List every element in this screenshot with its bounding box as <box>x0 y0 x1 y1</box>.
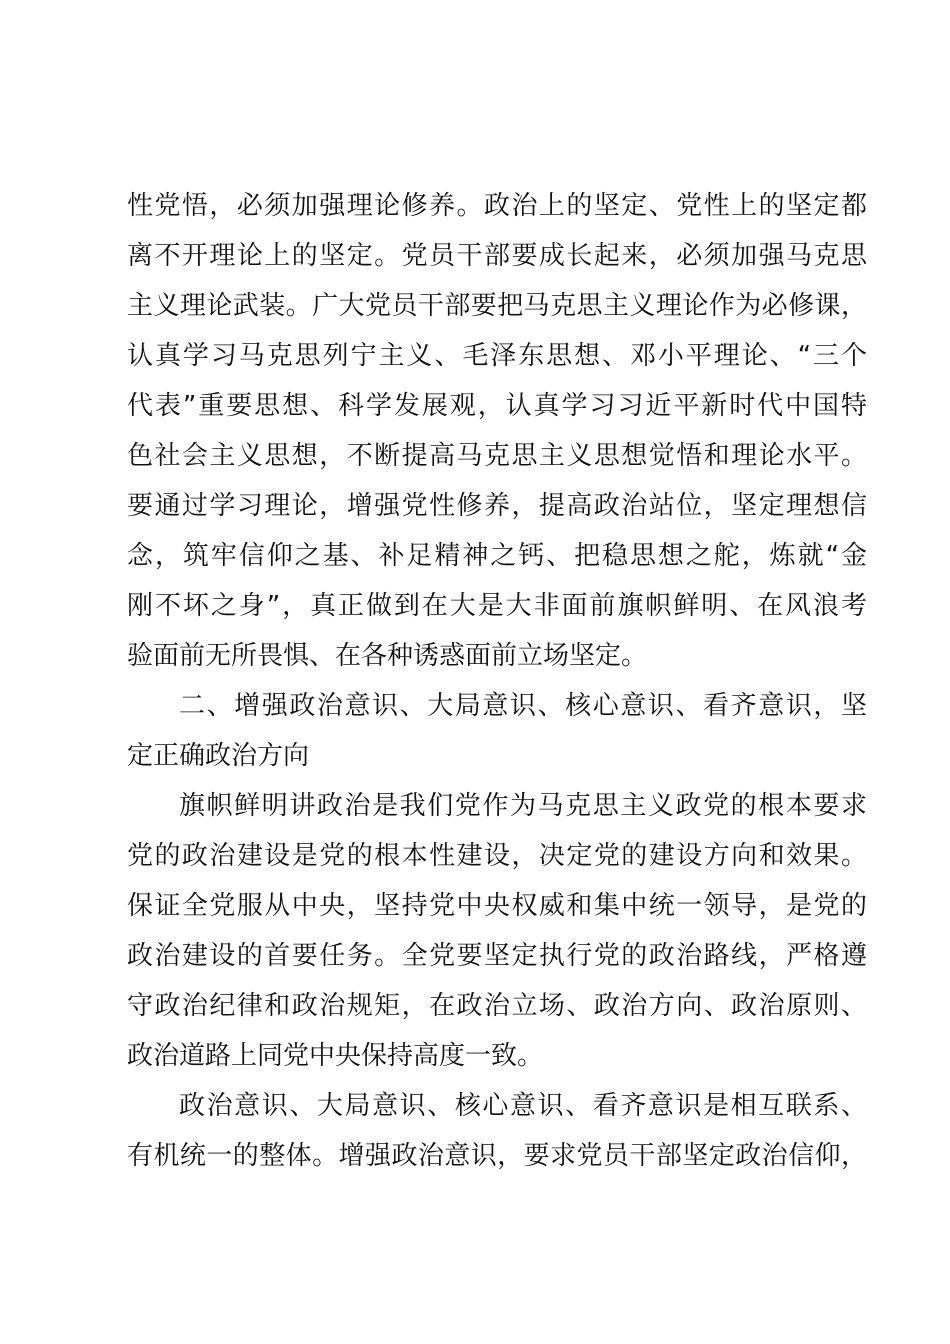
text-line: 性党悟，必须加强理论修养。政治上的坚定、党性上的坚定都 <box>127 191 867 221</box>
text-line: 要通过学习理论，增强党性修养，提高政治站位，坚定理想信 <box>127 491 867 521</box>
text-line: 旗帜鲜明讲政治是我们党作为马克思主义政党的根本要求 <box>179 791 867 821</box>
text-line: 代表”重要思想、科学发展观，认真学习习近平新时代中国特 <box>127 391 867 421</box>
text-line: 保证全党服从中央，坚持党中央权威和集中统一领导，是党的 <box>127 891 867 921</box>
text-line: 主义理论武装。广大党员干部要把马克思主义理论作为必修课， <box>127 291 867 321</box>
text-line: 有机统一的整体。增强政治意识，要求党员干部坚定政治信仰， <box>127 1141 867 1171</box>
text-line: 政治道路上同党中央保持高度一致。 <box>127 1041 544 1071</box>
section-heading-line: 定正确政治方向 <box>127 741 310 771</box>
text-line: 验面前无所畏惧、在各种诱惑面前立场坚定。 <box>127 641 648 671</box>
text-line: 政治建设的首要任务。全党要坚定执行党的政治路线，严格遵 <box>127 941 867 971</box>
text-line: 念，筑牢信仰之基、补足精神之钙、把稳思想之舵，炼就“金 <box>127 541 867 571</box>
text-line: 政治意识、大局意识、核心意识、看齐意识是相互联系、 <box>179 1091 867 1121</box>
section-heading-line: 二、增强政治意识、大局意识、核心意识、看齐意识，坚 <box>179 691 867 721</box>
text-line: 认真学习马克思列宁主义、毛泽东思想、邓小平理论、“三个 <box>127 341 867 371</box>
text-line: 离不开理论上的坚定。党员干部要成长起来，必须加强马克思 <box>127 241 867 271</box>
text-line: 党的政治建设是党的根本性建设，决定党的建设方向和效果。 <box>127 841 867 871</box>
text-line: 守政治纪律和政治规矩，在政治立场、政治方向、政治原则、 <box>127 991 867 1021</box>
text-line: 刚不坏之身”，真正做到在大是大非面前旗帜鲜明、在风浪考 <box>127 591 867 621</box>
text-line: 色社会主义思想，不断提高马克思主义思想觉悟和理论水平。 <box>127 441 867 471</box>
